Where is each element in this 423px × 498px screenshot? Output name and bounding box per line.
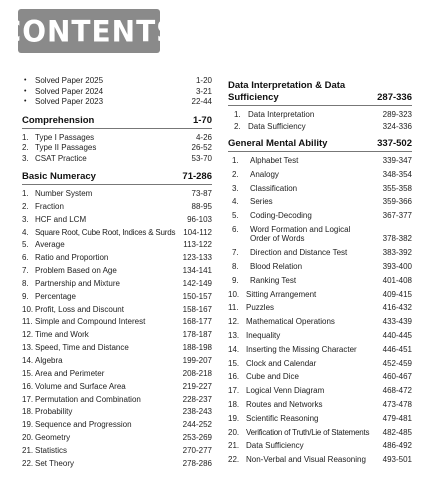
toc-item[interactable] <box>228 225 412 244</box>
item-label: Average <box>35 240 65 250</box>
item-pages: 452-459 <box>382 358 412 368</box>
toc-item[interactable] <box>228 262 412 272</box>
item-number: 19. <box>22 420 34 430</box>
item-label: Problem Based on Age <box>35 266 117 276</box>
toc-item[interactable] <box>228 400 412 410</box>
item-pages: 409-415 <box>382 289 412 299</box>
item-pages: 113-122 <box>183 240 212 250</box>
toc-item[interactable] <box>22 266 212 276</box>
toc-item[interactable] <box>228 197 412 207</box>
item-number: 13. <box>228 331 240 341</box>
item-pages: 367-377 <box>382 211 412 221</box>
item-number: 2. <box>22 201 29 211</box>
toc-item[interactable] <box>228 428 412 438</box>
item-label: Percentage <box>35 291 76 301</box>
solved-paper-label: Solved Paper 2023 <box>35 97 104 106</box>
comprehension-list <box>22 133 212 164</box>
item-pages: 270-277 <box>182 445 212 455</box>
toc-item[interactable] <box>228 386 412 396</box>
item-pages: 324-336 <box>382 121 412 131</box>
bullet-icon: • <box>24 77 27 84</box>
item-label: Partnership and Mixture <box>35 278 120 288</box>
item-label: Sitting Arrangement <box>246 289 317 299</box>
item-pages: 150-157 <box>182 291 212 301</box>
item-label: Mathematical Operations <box>246 317 335 327</box>
toc-item[interactable] <box>22 369 212 379</box>
toc-item[interactable] <box>22 395 212 405</box>
toc-item[interactable] <box>22 228 212 238</box>
item-label: Time and Work <box>35 330 89 340</box>
item-number: 3. <box>22 214 29 224</box>
item-pages: 4-26 <box>195 132 212 142</box>
item-pages: 88-95 <box>191 201 212 211</box>
item-pages: 96-103 <box>187 214 212 224</box>
item-label: Blood Relation <box>250 262 303 272</box>
section-pages: 71-286 <box>182 171 212 182</box>
item-label: Alphabet Test <box>250 156 299 165</box>
contents-banner <box>0 9 178 53</box>
toc-item[interactable] <box>228 372 412 382</box>
toc-item[interactable] <box>22 154 212 164</box>
item-label: CSAT Practice <box>35 153 87 163</box>
item-label: Probability <box>35 407 73 417</box>
item-pages: 348-354 <box>382 169 412 179</box>
item-number: 9. <box>232 275 239 285</box>
item-pages: 482-485 <box>382 427 412 437</box>
item-label: Word Formation and Logical Order of Words <box>250 224 351 244</box>
toc-item[interactable] <box>22 143 212 153</box>
item-label: Ratio and Proportion <box>35 253 109 263</box>
toc-item[interactable] <box>22 343 212 353</box>
item-label: Inequality <box>246 331 281 341</box>
toc-item[interactable] <box>22 330 212 340</box>
item-number: 18. <box>22 407 34 417</box>
toc-item[interactable] <box>228 331 412 341</box>
item-pages: 73-87 <box>191 189 212 198</box>
item-pages: 378-382 <box>382 234 412 244</box>
item-pages: 199-207 <box>182 355 212 365</box>
item-pages: 158-167 <box>182 304 212 314</box>
item-label: Data Interpretation <box>248 110 315 119</box>
item-pages: 289-323 <box>382 110 412 119</box>
item-number: 18. <box>228 400 240 410</box>
toc-item[interactable] <box>22 240 212 250</box>
item-pages: 355-358 <box>382 183 412 193</box>
item-label: Set Theory <box>35 458 74 468</box>
toc-item[interactable] <box>22 420 212 430</box>
item-number: 6. <box>232 224 239 234</box>
item-number: 14. <box>228 344 240 354</box>
section-divider <box>228 151 412 152</box>
item-number: 11. <box>228 303 239 313</box>
item-label: Data Sufficiency <box>248 121 306 131</box>
toc-item[interactable] <box>228 211 412 221</box>
right-column <box>228 80 412 465</box>
item-pages: 208-218 <box>182 368 212 378</box>
item-label: Classification <box>250 183 298 193</box>
section-title: General Mental Ability <box>228 138 328 149</box>
section-divider <box>22 184 212 185</box>
item-number: 14. <box>22 355 34 365</box>
bullet-icon: • <box>24 98 27 105</box>
section-divider <box>228 105 412 106</box>
item-number: 8. <box>232 262 239 272</box>
item-pages: 253-269 <box>182 433 212 443</box>
item-pages: 244-252 <box>182 420 212 430</box>
toc-item[interactable] <box>22 215 212 225</box>
item-label: Permutation and Combination <box>35 394 141 404</box>
solved-paper-label: Solved Paper 2024 <box>35 86 104 96</box>
item-pages: 123-133 <box>182 253 212 263</box>
section-heading-basic-numeracy[interactable] <box>22 171 212 183</box>
item-pages: 468-472 <box>382 386 412 396</box>
item-number: 20. <box>22 433 34 443</box>
bullet-icon: • <box>24 87 27 95</box>
item-label: Volume and Surface Area <box>35 381 126 391</box>
item-label: Cube and Dice <box>246 372 299 382</box>
toc-item[interactable] <box>228 317 412 327</box>
section-heading-general-mental-ability[interactable] <box>228 138 412 150</box>
item-pages: 278-286 <box>182 458 212 468</box>
item-label: Algebra <box>35 355 63 365</box>
section-heading-data-interpretation[interactable] <box>228 80 412 104</box>
item-pages: 486-492 <box>382 441 412 451</box>
item-label: Ranking Test <box>250 275 297 285</box>
item-label: HCF and LCM <box>35 214 87 224</box>
item-number: 21. <box>22 445 34 455</box>
item-number: 17. <box>228 386 240 396</box>
solved-paper-item[interactable] <box>22 76 212 86</box>
item-pages: 479-481 <box>382 413 412 423</box>
solved-paper-label: Solved Paper 2025 <box>35 76 104 85</box>
item-number: 5. <box>232 211 239 221</box>
contents-title: CONTENTS <box>0 13 178 49</box>
item-number: 16. <box>228 372 240 382</box>
item-label: Puzzles <box>246 303 275 313</box>
toc-item[interactable] <box>228 359 412 369</box>
item-label: Clock and Calendar <box>246 358 317 368</box>
section-pages: 287-336 <box>377 92 412 103</box>
item-label: Inserting the Missing Character <box>246 344 357 354</box>
toc-item[interactable] <box>228 184 412 194</box>
toc-item[interactable] <box>22 292 212 302</box>
left-column <box>22 76 212 468</box>
toc-item[interactable] <box>22 189 212 199</box>
toc-item[interactable] <box>228 303 412 313</box>
toc-item[interactable] <box>22 279 212 289</box>
item-number: 7. <box>232 248 239 258</box>
item-label: Speed, Time and Distance <box>35 343 129 353</box>
item-pages: 446-451 <box>382 344 412 354</box>
item-number: 5. <box>22 240 29 250</box>
item-label: Number System <box>35 189 93 198</box>
toc-item[interactable] <box>22 253 212 263</box>
item-pages: 359-366 <box>382 197 412 207</box>
gma-list <box>228 156 412 465</box>
item-pages: 219-227 <box>182 381 212 391</box>
solved-paper-pages: 1-20 <box>195 76 212 85</box>
item-label: Simple and Compound Interest <box>35 317 146 327</box>
toc-item[interactable] <box>228 290 412 300</box>
solved-papers-list <box>22 76 212 107</box>
item-pages: 53-70 <box>191 153 212 163</box>
solved-paper-item[interactable] <box>22 97 212 107</box>
toc-item[interactable] <box>22 356 212 366</box>
item-number: 16. <box>22 381 34 391</box>
item-pages: 440-445 <box>382 331 412 341</box>
item-label: Direction and Distance Test <box>250 248 348 258</box>
toc-item[interactable] <box>228 248 412 258</box>
item-number: 21. <box>228 441 240 451</box>
toc-item[interactable] <box>22 433 212 443</box>
item-number: 22. <box>22 458 34 468</box>
item-label: Fraction <box>35 201 64 211</box>
item-pages: 188-198 <box>182 343 212 353</box>
item-number: 11. <box>22 317 33 327</box>
item-pages: 401-408 <box>382 275 412 285</box>
item-pages: 26-52 <box>191 143 212 152</box>
item-number: 3. <box>22 153 29 163</box>
toc-item[interactable] <box>228 414 412 424</box>
item-label: Type II Passages <box>35 143 97 152</box>
toc-item[interactable] <box>228 276 412 286</box>
item-number: 4. <box>232 197 239 207</box>
item-number: 10. <box>228 289 240 299</box>
item-pages: 460-467 <box>382 372 412 382</box>
solved-paper-pages: 3-21 <box>195 86 212 96</box>
section-heading-comprehension[interactable] <box>22 115 212 127</box>
item-label: Routes and Networks <box>246 400 323 410</box>
item-pages: 178-187 <box>182 330 212 340</box>
item-number: 1. <box>22 132 29 142</box>
item-label: Logical Venn Diagram <box>246 386 325 396</box>
toc-item[interactable] <box>228 455 412 465</box>
section-title: Comprehension <box>22 114 95 126</box>
item-number: 10. <box>22 304 34 314</box>
item-pages: 473-478 <box>382 400 412 410</box>
toc-item[interactable] <box>228 122 412 132</box>
toc-item[interactable] <box>22 407 212 417</box>
section-divider <box>22 128 212 129</box>
item-label: Profit, Loss and Discount <box>35 304 124 314</box>
item-number: 4. <box>22 227 29 237</box>
item-pages: 238-243 <box>182 407 212 417</box>
item-label: Verification of Truth/Lie of Statements <box>246 427 370 437</box>
item-label: Coding-Decoding <box>250 211 312 221</box>
basic-numeracy-list <box>22 189 212 468</box>
item-number: 8. <box>22 278 29 288</box>
item-label: Data Sufficiency <box>246 441 304 451</box>
section-pages: 337-502 <box>377 138 412 149</box>
item-pages: 339-347 <box>382 156 412 165</box>
toc-item[interactable] <box>228 110 412 120</box>
item-number: 6. <box>22 253 29 263</box>
item-label: Non-Verbal and Visual Reasoning <box>246 455 366 465</box>
item-number: 20. <box>228 427 240 437</box>
item-label: Series <box>250 197 273 207</box>
item-number: 17. <box>22 394 34 404</box>
solved-paper-item[interactable] <box>22 87 212 97</box>
toc-item[interactable] <box>228 170 412 180</box>
toc-item[interactable] <box>22 459 212 469</box>
item-pages: 228-237 <box>182 394 212 404</box>
item-pages: 393-400 <box>382 262 412 272</box>
item-pages: 104-112 <box>183 227 212 237</box>
item-number: 1. <box>232 156 239 165</box>
item-number: 22. <box>228 455 240 465</box>
item-number: 9. <box>22 291 29 301</box>
item-pages: 383-392 <box>382 248 412 258</box>
item-pages: 433-439 <box>382 317 412 327</box>
item-number: 12. <box>22 330 34 340</box>
item-number: 3. <box>232 183 239 193</box>
item-label: Geometry <box>35 433 71 443</box>
item-number: 12. <box>228 317 240 327</box>
item-number: 15. <box>22 368 34 378</box>
item-number: 15. <box>228 358 240 368</box>
item-label: Area and Perimeter <box>35 368 105 378</box>
item-label: Square Root, Cube Root, Indices & Surds <box>35 227 176 237</box>
item-pages: 493-501 <box>382 455 412 465</box>
item-pages: 142-149 <box>182 278 212 288</box>
item-pages: 168-177 <box>182 317 212 327</box>
item-label: Sequence and Progression <box>35 420 132 430</box>
toc-item[interactable] <box>22 446 212 456</box>
toc-item[interactable] <box>228 156 412 166</box>
item-pages: 134-141 <box>182 266 212 276</box>
item-number: 2. <box>22 143 29 152</box>
section-title: Data Interpretation & Data Sufficiency <box>228 80 346 103</box>
toc-item[interactable] <box>22 305 212 315</box>
toc-item[interactable] <box>22 382 212 392</box>
item-number: 7. <box>22 266 29 276</box>
toc-item[interactable] <box>22 133 212 143</box>
section-title: Basic Numeracy <box>22 171 96 182</box>
item-number: 1. <box>22 189 29 198</box>
item-label: Analogy <box>250 169 279 179</box>
toc-item[interactable] <box>22 317 212 327</box>
solved-paper-pages: 22-44 <box>191 97 212 106</box>
item-label: Statistics <box>35 445 68 455</box>
section-pages: 1-70 <box>192 114 212 126</box>
item-pages: 416-432 <box>382 303 412 313</box>
item-label: Type I Passages <box>35 132 95 142</box>
data-interpretation-list <box>228 110 412 131</box>
item-number: 19. <box>228 413 240 423</box>
item-label: Scientific Reasoning <box>246 413 319 423</box>
item-number: 2. <box>234 121 241 131</box>
toc-item[interactable] <box>228 345 412 355</box>
item-number: 13. <box>22 343 34 353</box>
toc-item[interactable] <box>228 441 412 451</box>
item-number: 1. <box>234 110 241 119</box>
item-number: 2. <box>232 169 239 179</box>
toc-item[interactable] <box>22 202 212 212</box>
